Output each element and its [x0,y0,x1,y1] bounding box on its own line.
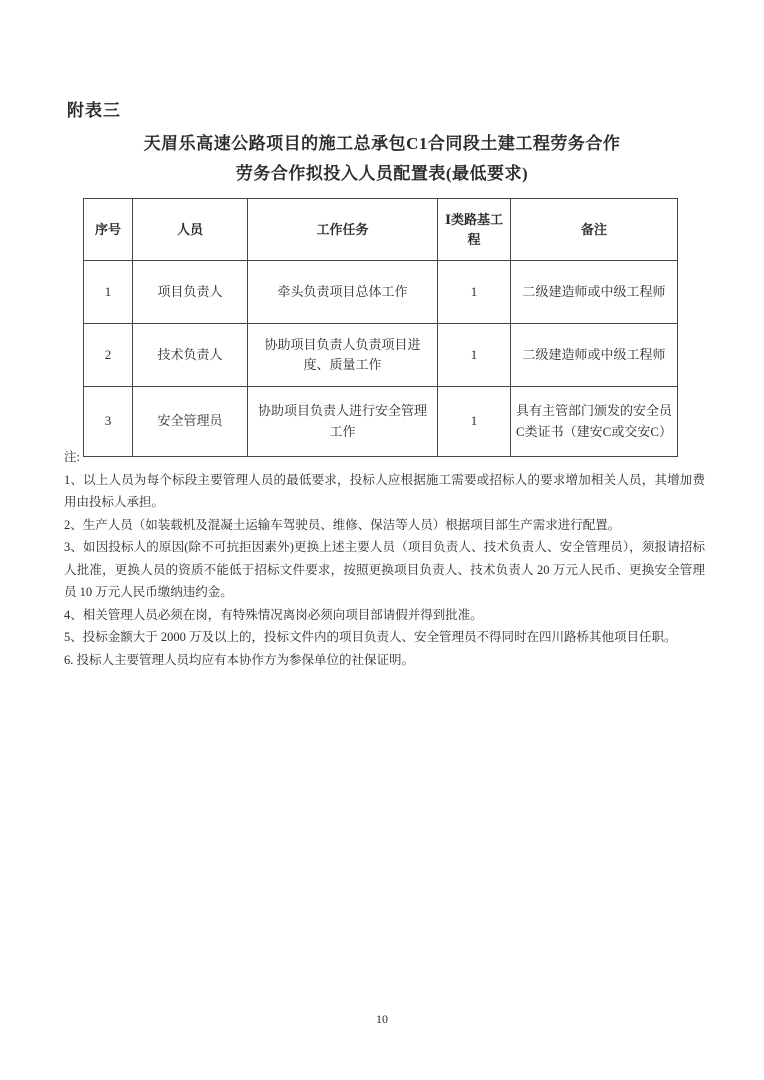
table-cell: 牵头负责项目总体工作 [248,261,438,324]
table-header-cell: 序号 [84,199,133,261]
note-item: 5、投标金额大于 2000 万及以上的，投标文件内的项目负责人、安全管理员不得同时在四川路桥其他项目任职。 [64,630,677,644]
table-cell: 协助项目负责人进行安全管理工作 [248,387,438,457]
doc-title-line1: 天眉乐高速公路项目的施工总承包C1合同段土建工程劳务合作 [143,134,621,153]
note-item: 4、相关管理人员必须在岗，有特殊情况离岗必须向项目部请假并得到批准。 [64,607,483,622]
table-cell: 具有主管部门颁发的安全员C类证书（建安C或交安C） [511,387,678,457]
table-cell: 二级建造师或中级工程师 [511,324,678,387]
table-header-cell: 备注 [511,199,678,261]
table-cell: 1 [438,387,511,457]
table-row [84,261,678,324]
note-item: 6. 投标人主要管理人员均应有本协作方为参保单位的社保证明。 [64,652,415,667]
page-number: 10 [376,1012,388,1026]
table-cell: 技术负责人 [133,324,248,387]
note-label: 注: [64,450,80,464]
table-header-cell: Ⅰ类路基工程 [438,199,511,261]
table-cell: 3 [84,387,133,457]
note-item: 2、生产人员（如装载机及混凝土运输车驾驶员、维修、保洁等人员）根据项目部生产需求进行配置。 [64,517,621,532]
table-cell: 1 [438,324,511,387]
table-header-row [84,199,678,261]
table-cell: 二级建造师或中级工程师 [511,261,678,324]
table-header-cell: 工作任务 [248,199,438,261]
doc-title-line2: 劳务合作拟投入人员配置表(最低要求) [235,164,529,183]
table-cell: 安全管理员 [133,387,248,457]
notes-section [64,446,705,671]
table-cell: 项目负责人 [133,261,248,324]
note-item: 3、如因投标人的原因(除不可抗拒因素外)更换上述主要人员（项目负责人、技术负责人、安全管理员），须报请招标人批准，更换人员的资质不能低于招标文件要求，按照更换项目负责人、技术负责人 20 万元人民币、更换安全管理员 10 万元人民币缴纳违约金。 [64,540,705,599]
table-cell: 1 [438,261,511,324]
table-header-cell: 人员 [133,199,248,261]
appendix-label: 附表三 [67,101,121,120]
table-row [84,324,678,387]
note-item: 1、以上人员为每个标段主要管理人员的最低要求，投标人应根据施工需要或招标人的要求增加相关人员，其增加费用由投标人承担。 [64,472,705,509]
personnel-table [83,198,678,457]
table-cell: 协助项目负责人负责项目进度、质量工作 [248,324,438,387]
table-cell: 1 [84,261,133,324]
table-cell: 2 [84,324,133,387]
